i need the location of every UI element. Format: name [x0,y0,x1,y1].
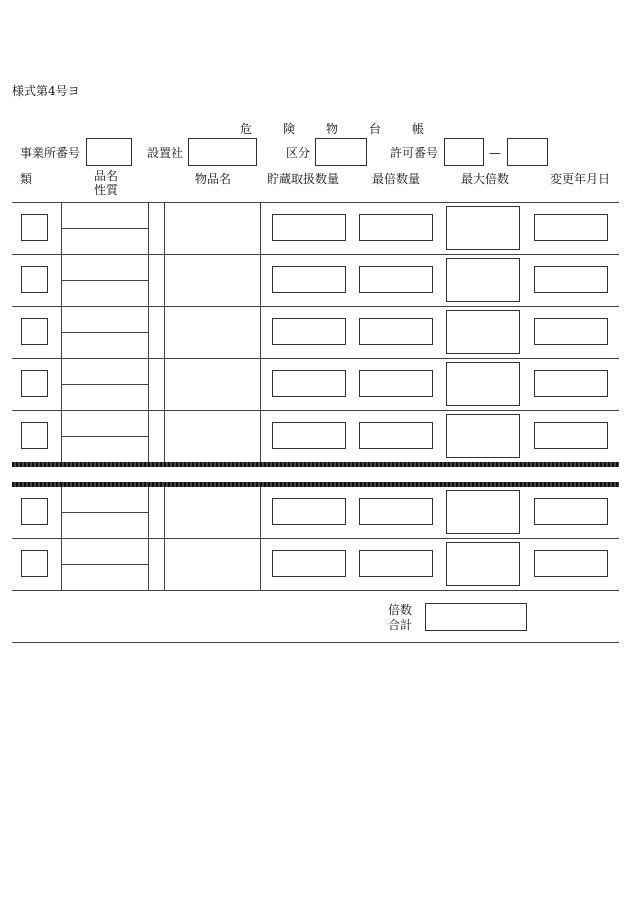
min-qty-field[interactable] [359,422,433,449]
thick-separator-top [12,462,619,467]
name-split-rule [61,280,148,281]
office-number-label: 事業所番号 [20,146,81,160]
form-number: 様式第4号ヨ [12,84,80,98]
permit-number-field-1[interactable] [444,138,484,166]
title-char: 危 [240,122,253,136]
max-multiple-field[interactable] [446,490,520,534]
section-label: 区分 [286,146,311,160]
storage-qty-field[interactable] [272,550,346,577]
permit-number-field-2[interactable] [507,138,548,166]
title-char: 台 [369,122,382,136]
change-date-field[interactable] [534,498,608,525]
col-property-header: 性質 [94,183,119,197]
storage-qty-field[interactable] [272,498,346,525]
name-split-rule [61,228,148,229]
change-date-field[interactable] [534,318,608,345]
max-multiple-field[interactable] [446,362,520,406]
col-change-date-header: 変更年月日 [550,172,611,186]
thick-separator-bottom [12,482,619,487]
col-item-name-header: 物品名 [195,172,232,186]
max-multiple-field[interactable] [446,542,520,586]
kind-checkbox[interactable] [21,318,48,345]
name-split-rule [61,564,148,565]
total-label-line2: 合計 [388,618,413,632]
min-qty-field[interactable] [359,370,433,397]
footer-bottom-rule [12,642,619,643]
min-qty-field[interactable] [359,550,433,577]
permit-dash: — [489,146,501,160]
installer-label: 設置社 [147,146,184,160]
column-divider [164,202,165,462]
max-multiple-field[interactable] [446,258,520,302]
change-date-field[interactable] [534,214,608,241]
col-name-header: 品名 [94,169,119,183]
column-divider [260,202,261,462]
change-date-field[interactable] [534,370,608,397]
storage-qty-field[interactable] [272,318,346,345]
ledger-title [240,122,455,136]
change-date-field[interactable] [534,422,608,449]
total-multiple-field[interactable] [425,603,527,631]
storage-qty-field[interactable] [272,422,346,449]
name-split-rule [61,436,148,437]
title-char: 物 [326,122,339,136]
column-divider [148,202,149,462]
name-split-rule [61,384,148,385]
row-rule [12,538,619,539]
row-rule [12,254,619,255]
max-multiple-field[interactable] [446,414,520,458]
kind-checkbox[interactable] [21,550,48,577]
table-top-rule [12,202,619,203]
row-rule [12,410,619,411]
change-date-field[interactable] [534,266,608,293]
title-char: 帳 [412,122,425,136]
kind-checkbox[interactable] [21,266,48,293]
min-qty-field[interactable] [359,498,433,525]
office-number-field[interactable] [86,138,132,166]
row-rule [12,358,619,359]
col-min-qty-header: 最倍数量 [372,172,421,186]
min-qty-field[interactable] [359,266,433,293]
title-char: 険 [283,122,296,136]
row-rule [12,590,619,591]
col-max-multiple-header: 最大倍数 [461,172,510,186]
kind-checkbox[interactable] [21,370,48,397]
max-multiple-field[interactable] [446,206,520,250]
name-split-rule [61,512,148,513]
kind-checkbox[interactable] [21,214,48,241]
name-split-rule [61,332,148,333]
col-kind-header: 類 [20,172,33,186]
row-rule [12,306,619,307]
section-field[interactable] [315,138,367,166]
storage-qty-field[interactable] [272,214,346,241]
col-storage-qty-header: 貯蔵取扱数量 [267,172,340,186]
installer-field[interactable] [188,138,257,166]
storage-qty-field[interactable] [272,266,346,293]
kind-checkbox[interactable] [21,498,48,525]
min-qty-field[interactable] [359,214,433,241]
total-label-line1: 倍数 [388,603,413,617]
min-qty-field[interactable] [359,318,433,345]
permit-number-label: 許可番号 [390,146,439,160]
kind-checkbox[interactable] [21,422,48,449]
max-multiple-field[interactable] [446,310,520,354]
change-date-field[interactable] [534,550,608,577]
storage-qty-field[interactable] [272,370,346,397]
